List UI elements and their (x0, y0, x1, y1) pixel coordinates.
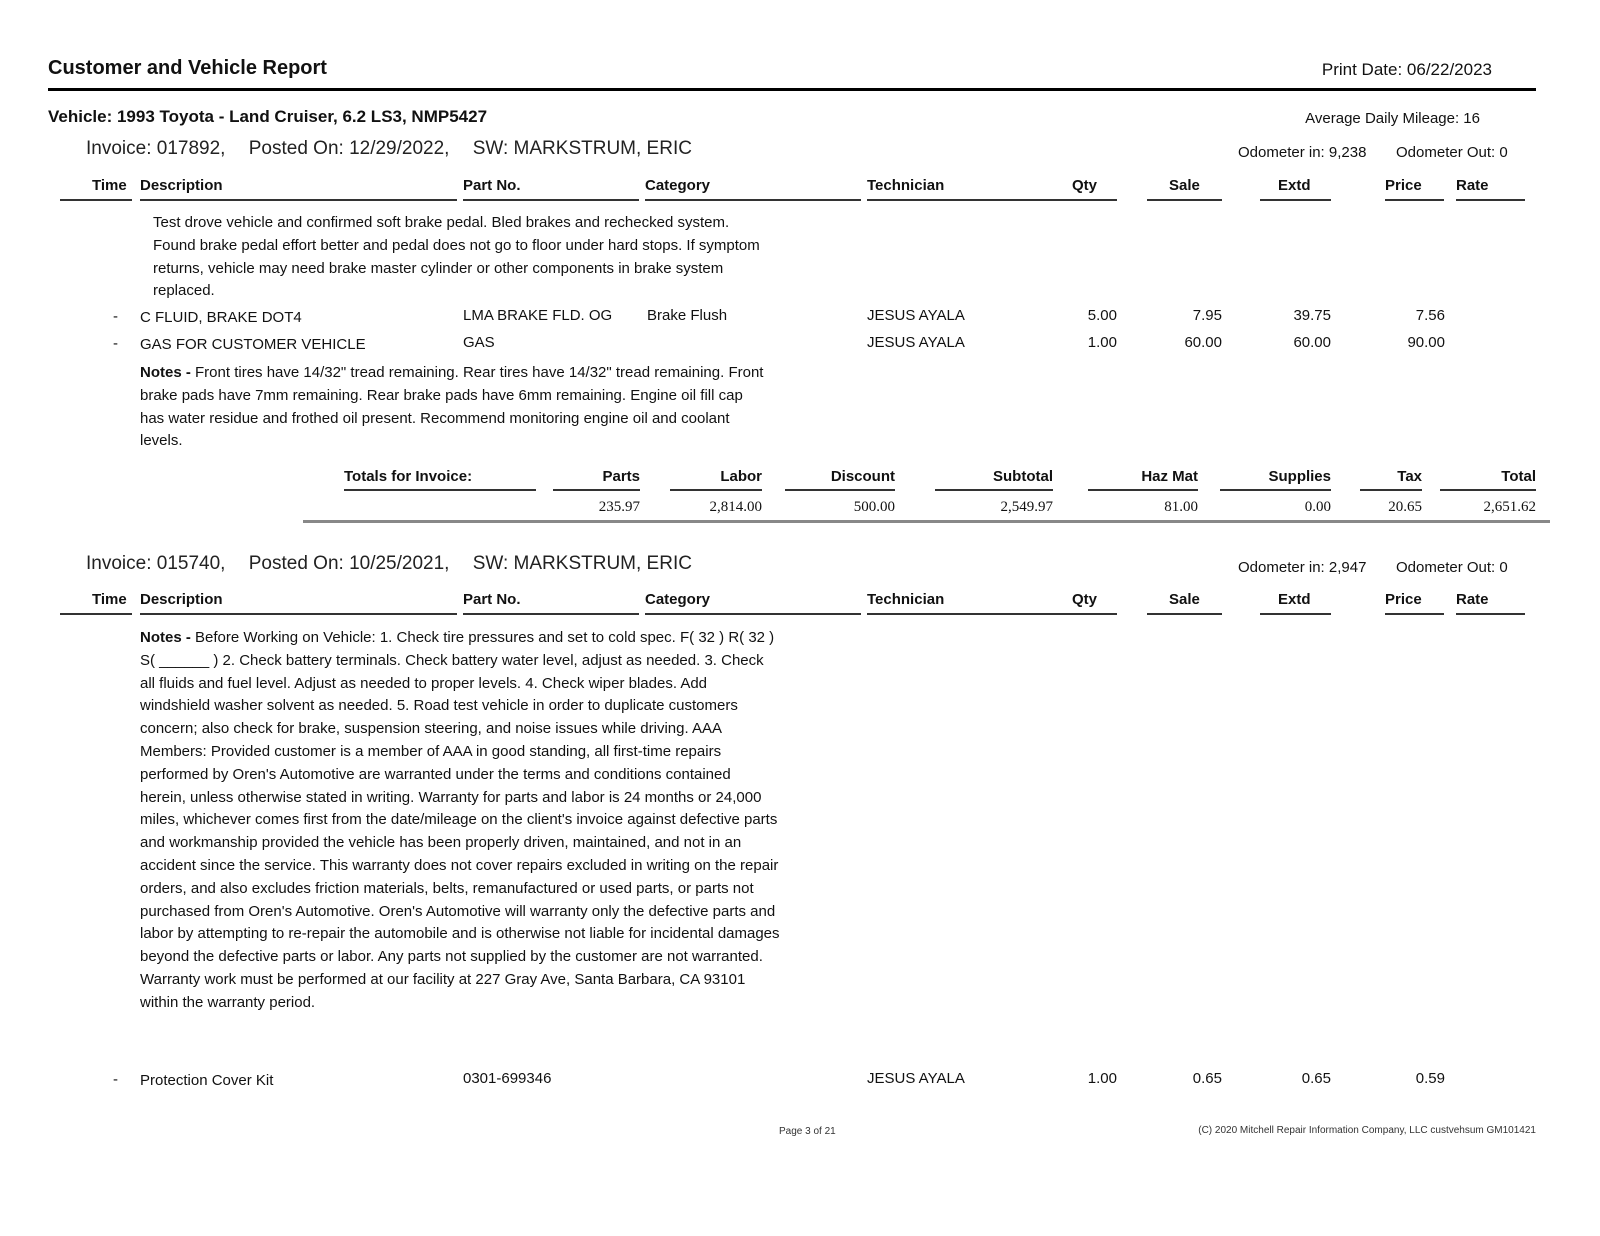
col-underline (60, 613, 132, 615)
totals-underline (1360, 489, 1422, 491)
col-underline (463, 613, 639, 615)
totals-underline (1220, 489, 1331, 491)
invoice-number: Invoice: 015740, (86, 553, 226, 574)
line-sale: 60.00 (1184, 334, 1222, 351)
totals-labor: 2,814.00 (709, 499, 762, 515)
totals-hazmat-header: Haz Mat (1141, 468, 1198, 485)
posted-on: Posted On: 10/25/2021, (248, 553, 450, 574)
line-extd: 60.00 (1293, 334, 1331, 351)
line-technician: JESUS AYALA (867, 1070, 965, 1087)
col-description: Description (140, 591, 223, 608)
col-underline (1385, 199, 1444, 201)
invoice-notes (140, 362, 765, 453)
col-underline (463, 199, 639, 201)
line-price: 7.56 (1415, 307, 1445, 324)
line-price: 90.00 (1407, 334, 1445, 351)
line-description: GAS FOR CUSTOMER VEHICLE (140, 336, 366, 353)
totals-underline (1440, 489, 1536, 491)
line-description: Protection Cover Kit (140, 1072, 274, 1089)
col-time: Time (92, 177, 127, 194)
col-extd: Extd (1278, 591, 1311, 608)
line-part-no: LMA BRAKE FLD. OG (463, 307, 613, 324)
col-rate: Rate (1456, 177, 1489, 194)
header-rule (48, 88, 1536, 91)
totals-discount-header: Discount (830, 468, 895, 485)
col-underline (645, 199, 861, 201)
invoice-number: Invoice: 017892, (86, 138, 226, 159)
odometer-out: Odometer Out: 0 (1396, 144, 1508, 161)
line-qty: 1.00 (1087, 1070, 1117, 1087)
line-sale: 7.95 (1192, 307, 1222, 324)
col-price: Price (1385, 591, 1422, 608)
line-part-no: GAS (463, 334, 495, 351)
line-description: C FLUID, BRAKE DOT4 (140, 309, 302, 326)
work-description: Test drove vehicle and confirmed soft brake pedal. Bled brakes and rechecked system. Found brake pedal effort better and pedal does not go to floor under hard stops. If symptom returns, vehicle may need brake master cylinder or other components in brake system replaced. (153, 214, 760, 300)
col-underline (140, 613, 457, 615)
service-writer: SW: MARKSTRUM, ERIC (472, 553, 692, 574)
col-underline (1147, 613, 1222, 615)
page-number: Page 3 of 21 (779, 1126, 836, 1137)
notes-label: Notes - (140, 629, 191, 646)
col-description: Description (140, 177, 223, 194)
totals-subtotal: 2,549.97 (1000, 499, 1053, 515)
line-category: Brake Flush (647, 307, 728, 324)
totals-total-header: Total (1501, 468, 1536, 485)
col-technician: Technician (867, 591, 945, 608)
totals-underline (344, 489, 536, 491)
totals-tax-header: Tax (1397, 468, 1422, 485)
odometer-out: Odometer Out: 0 (1396, 559, 1508, 576)
line-dash: - (113, 308, 118, 325)
col-technician: Technician (867, 177, 945, 194)
notes-text: Front tires have 14/32" tread remaining. Rear tires have 14/32" tread remaining. Front brake pads have 7mm remaining. Rear brake pads have 6mm remaining. Engine oil fill cap has water residue and frothed oil present. Recommend monitoring engine oil and coolant levels. (140, 364, 764, 450)
report-title: Customer and Vehicle Report (48, 57, 327, 79)
col-time: Time (92, 591, 127, 608)
notes-text: Before Working on Vehicle: 1. Check tire pressures and set to cold spec. F( 32 ) R( 32 ) S( ______ ) 2. Check battery terminals. Check battery water level, adjust as needed. 3. Check all fluids and fuel level. Adjust as needed to proper levels. 4. Check wiper blades. Add windshield washer solvent as needed. 5. Road test vehicle in order to duplicate customers concern; also check for brake, suspension steering, and noise issues while driving. AAA Members: Provided customer is a member of AAA in good standing, all first-time repairs performed by Oren's Automotive are warranted under the terms and conditions contained herein, unless otherwise stated in writing. Warranty for parts and labor is 24 months or 24,000 miles, whichever comes first from the date/mileage on the client's invoice against defective parts and workmanship provided the vehicle has been properly driven, maintained, and not in an accident since the service. This warranty does not cover repairs excluded in writing on the repair orders, and also excludes friction materials, belts, remanufactured or used parts, or parts not purchased from Oren's Automotive. Oren's Automotive will warranty only the defective parts and labor by attempting to re-repair the automobile and is otherwise not liable for incidental damages beyond the defective parts or labor. Any parts not supplied by the customer are not warranted. Warranty work must be performed at our facility at 227 Gray Ave, Santa Barbara, CA 93101 within the warranty period. (140, 629, 780, 1011)
posted-on: Posted On: 12/29/2022, (248, 138, 450, 159)
line-extd: 0.65 (1301, 1070, 1331, 1087)
average-daily-mileage: Average Daily Mileage: 16 (1305, 110, 1480, 127)
col-underline (1260, 613, 1331, 615)
col-sale: Sale (1169, 591, 1200, 608)
col-underline (60, 199, 132, 201)
notes-label: Notes - (140, 364, 191, 381)
col-rate: Rate (1456, 591, 1489, 608)
line-dash: - (113, 335, 118, 352)
col-underline (1456, 199, 1525, 201)
col-category: Category (645, 591, 711, 608)
totals-parts-header: Parts (602, 468, 640, 485)
col-price: Price (1385, 177, 1422, 194)
totals-underline (935, 489, 1053, 491)
line-qty: 5.00 (1087, 307, 1117, 324)
col-underline (1147, 199, 1222, 201)
line-dash: - (113, 1071, 118, 1088)
totals-tax: 20.65 (1388, 499, 1422, 515)
totals-subtotal-header: Subtotal (993, 468, 1053, 485)
vehicle-title: Vehicle: 1993 Toyota - Land Cruiser, 6.2 LS3, NMP5427 (48, 107, 488, 126)
invoice-2-header (86, 553, 710, 575)
copyright: (C) 2020 Mitchell Repair Information Company, LLC custvehsum GM101421 (1198, 1125, 1536, 1136)
col-underline (1456, 613, 1525, 615)
totals-total: 2,651.62 (1483, 499, 1536, 515)
totals-label: Totals for Invoice: (344, 468, 473, 485)
line-sale: 0.65 (1192, 1070, 1222, 1087)
col-qty: Qty (1072, 177, 1098, 194)
odometer-in: Odometer in: 9,238 (1238, 144, 1367, 161)
col-sale: Sale (1169, 177, 1200, 194)
line-technician: JESUS AYALA (867, 334, 965, 351)
col-part-no: Part No. (463, 177, 521, 194)
col-extd: Extd (1278, 177, 1311, 194)
col-underline (645, 613, 861, 615)
totals-underline (670, 489, 762, 491)
totals-underline (785, 489, 895, 491)
col-underline (140, 199, 457, 201)
totals-supplies-header: Supplies (1268, 468, 1331, 485)
totals-rule (303, 520, 1550, 523)
line-qty: 1.00 (1087, 334, 1117, 351)
col-underline (867, 199, 1117, 201)
odometer-in: Odometer in: 2,947 (1238, 559, 1367, 576)
line-part-no: 0301-699346 (463, 1070, 552, 1087)
col-qty: Qty (1072, 591, 1098, 608)
service-writer: SW: MARKSTRUM, ERIC (472, 138, 692, 159)
col-category: Category (645, 177, 711, 194)
totals-labor-header: Labor (720, 468, 762, 485)
col-part-no: Part No. (463, 591, 521, 608)
totals-discount: 500.00 (853, 499, 895, 515)
invoice-notes (140, 627, 780, 1015)
totals-underline (1088, 489, 1198, 491)
totals-underline (553, 489, 640, 491)
print-date: Print Date: 06/22/2023 (1321, 60, 1492, 79)
invoice-1-header (86, 138, 710, 160)
col-underline (867, 613, 1117, 615)
line-technician: JESUS AYALA (867, 307, 965, 324)
totals-supplies: 0.00 (1304, 499, 1331, 515)
line-price: 0.59 (1415, 1070, 1445, 1087)
col-underline (1260, 199, 1331, 201)
col-underline (1385, 613, 1444, 615)
totals-parts: 235.97 (598, 499, 640, 515)
line-extd: 39.75 (1293, 307, 1331, 324)
totals-hazmat: 81.00 (1164, 499, 1198, 515)
